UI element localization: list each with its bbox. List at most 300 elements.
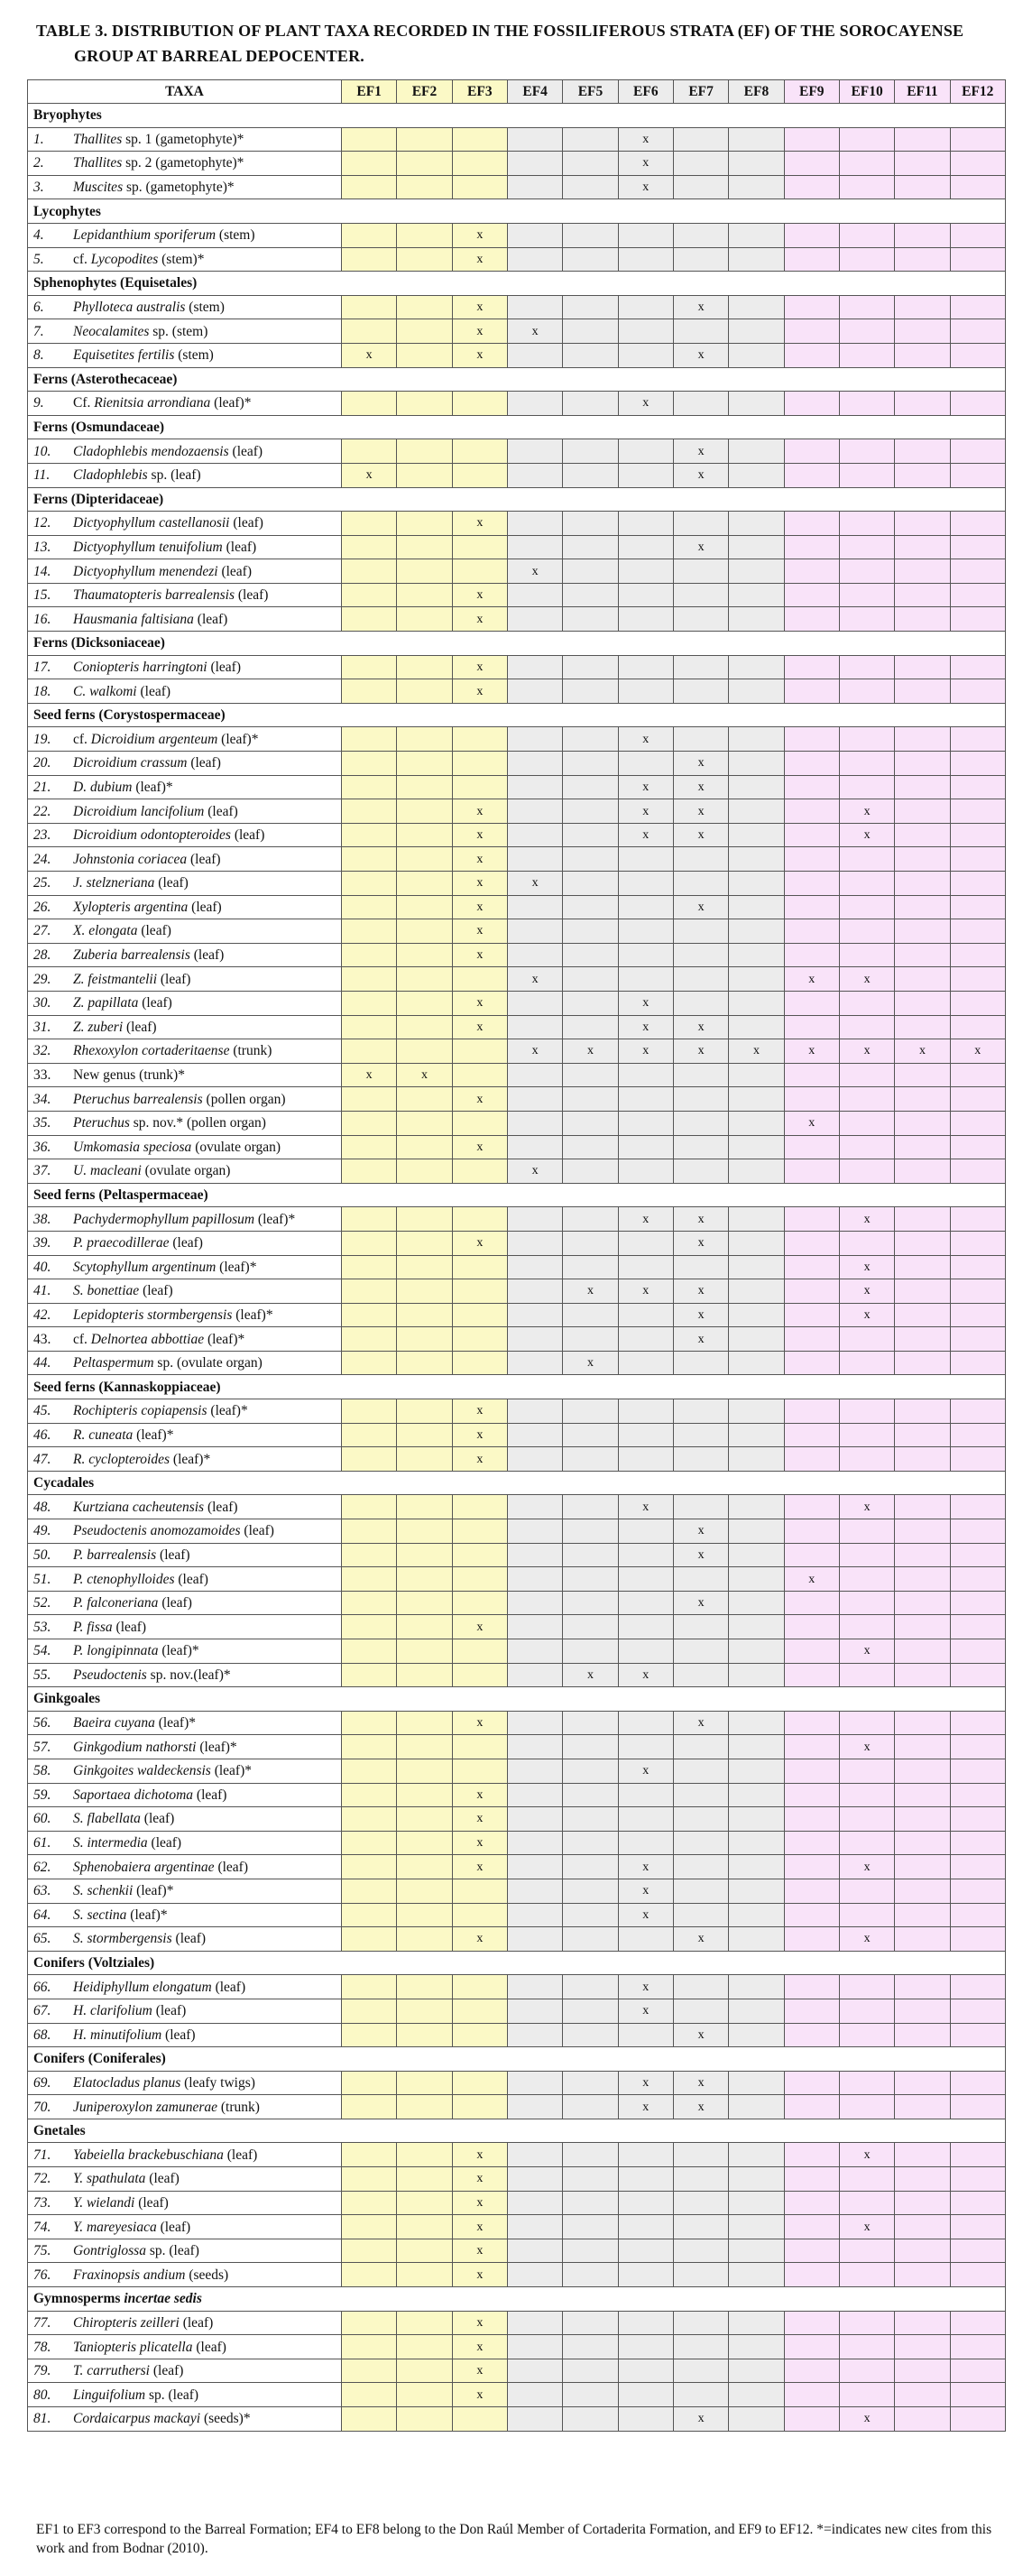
ef7-cell — [673, 2359, 728, 2383]
ef10-cell — [839, 2335, 894, 2359]
ef7-cell — [673, 2311, 728, 2335]
taxon-cell — [28, 1447, 342, 1472]
ef8-cell — [729, 535, 784, 559]
taxon-name: Y. spathulata — [73, 2171, 146, 2187]
ef3-cell — [452, 727, 507, 752]
group-name: Bryophytes — [33, 107, 102, 124]
ef3-cell: x — [452, 872, 507, 896]
ef4-cell — [507, 1207, 562, 1232]
taxon-number: 79. — [33, 2363, 51, 2379]
ef7-cell: x — [673, 1711, 728, 1735]
ef2-cell — [397, 1015, 452, 1039]
group-row — [28, 1471, 1006, 1495]
ef11-cell — [895, 1327, 950, 1352]
taxon-name: Pteruchus — [73, 1115, 130, 1131]
table-row — [28, 1015, 1006, 1039]
ef10-cell — [839, 1903, 894, 1927]
ef9-cell — [784, 2143, 839, 2167]
ef5-cell — [563, 1783, 618, 1807]
ef10-cell — [839, 512, 894, 536]
ef12-cell — [950, 1639, 1005, 1664]
group-name: Seed ferns (Peltaspermaceae) — [33, 1187, 208, 1204]
taxon-number: 45. — [33, 1403, 51, 1419]
ef5-cell — [563, 1423, 618, 1447]
ef1-cell — [342, 1423, 397, 1447]
header-ef6: EF6 — [618, 80, 673, 104]
ef11-cell — [895, 847, 950, 872]
taxon-cell — [28, 2383, 342, 2407]
ef2-cell — [397, 752, 452, 776]
ef3-cell: x — [452, 1399, 507, 1424]
ef11-cell — [895, 2167, 950, 2192]
ef10-cell — [839, 1015, 894, 1039]
ef9-cell — [784, 1351, 839, 1375]
ef10-cell — [839, 343, 894, 367]
ef1-cell — [342, 1735, 397, 1759]
taxon-number: 38. — [33, 1211, 51, 1227]
ef3-cell: x — [452, 1447, 507, 1472]
group-name: Ferns (Dipteridaceae) — [33, 491, 164, 507]
ef1-cell — [342, 175, 397, 199]
ef4-cell — [507, 1495, 562, 1519]
ef3-cell — [452, 559, 507, 584]
ef3-cell: x — [452, 2263, 507, 2287]
ef10-cell — [839, 727, 894, 752]
ef11-cell — [895, 2407, 950, 2432]
taxon-name: H. minutifolium — [73, 2027, 162, 2043]
ef2-cell — [397, 1879, 452, 1903]
ef2-cell — [397, 1783, 452, 1807]
ef3-cell: x — [452, 1231, 507, 1255]
ef2-cell — [397, 1399, 452, 1424]
taxon-number: 53. — [33, 1619, 51, 1635]
ef9-cell — [784, 2359, 839, 2383]
ef6-cell: x — [618, 1039, 673, 1064]
ef8-cell — [729, 127, 784, 152]
taxon-number: 74. — [33, 2219, 51, 2235]
ef1-cell — [342, 2311, 397, 2335]
taxon-cell — [28, 727, 342, 752]
table-row — [28, 319, 1006, 344]
taxon-name: Dictyophyllum menendezi — [73, 563, 218, 579]
ef10-cell: x — [839, 2215, 894, 2239]
ef11-cell — [895, 2263, 950, 2287]
taxon-number: 70. — [33, 2099, 51, 2115]
ef4-cell — [507, 1663, 562, 1687]
table-row — [28, 919, 1006, 944]
taxon-detail: (leaf) — [229, 515, 263, 531]
ef2-cell — [397, 1327, 452, 1352]
ef2-cell — [397, 727, 452, 752]
ef9-cell — [784, 1663, 839, 1687]
ef11-cell — [895, 1783, 950, 1807]
ef1-cell — [342, 2383, 397, 2407]
ef7-cell — [673, 967, 728, 992]
group-row — [28, 199, 1006, 224]
taxon-number: 47. — [33, 1451, 51, 1467]
ef2-cell — [397, 1543, 452, 1567]
ef10-cell — [839, 775, 894, 799]
ef7-cell: x — [673, 1927, 728, 1952]
ef1-cell — [342, 1759, 397, 1783]
ef6-cell: x — [618, 1999, 673, 2023]
taxon-number: 68. — [33, 2027, 51, 2043]
taxon-name: P. falconeriana — [73, 1595, 159, 1611]
taxon-detail: (leaf) — [228, 443, 263, 459]
ef1-cell: x — [342, 343, 397, 367]
ef5-cell — [563, 535, 618, 559]
ef9-cell — [784, 2215, 839, 2239]
taxon-detail: (leaf) — [187, 851, 221, 867]
table-row — [28, 607, 1006, 632]
table-row — [28, 1327, 1006, 1352]
table-row — [28, 1735, 1006, 1759]
ef4-cell — [507, 1759, 562, 1783]
ef7-cell — [673, 1567, 728, 1592]
taxon-detail: (leaf) — [179, 2314, 214, 2331]
taxon-name: Juniperoxylon zamunerae — [73, 2099, 217, 2115]
ef8-cell — [729, 1711, 784, 1735]
ef11-cell — [895, 1447, 950, 1472]
ef1-cell — [342, 1015, 397, 1039]
table-row — [28, 1927, 1006, 1952]
ef6-cell — [618, 847, 673, 872]
ef12-cell — [950, 1279, 1005, 1304]
table-row — [28, 463, 1006, 487]
ef2-cell — [397, 847, 452, 872]
ef5-cell — [563, 559, 618, 584]
taxon-detail: sp. nov.* (pollen organ) — [129, 1115, 266, 1131]
ef7-cell — [673, 1783, 728, 1807]
ef10-cell: x — [839, 1927, 894, 1952]
table-row — [28, 2215, 1006, 2239]
header-ef4: EF4 — [507, 80, 562, 104]
ef10-cell — [839, 439, 894, 464]
ef8-cell — [729, 991, 784, 1015]
taxon-name: T. carruthersi — [73, 2363, 150, 2379]
ef11-cell — [895, 247, 950, 272]
ef8-cell — [729, 439, 784, 464]
ef12-cell — [950, 1759, 1005, 1783]
taxon-detail: (leaf) — [240, 1523, 274, 1539]
ef7-cell — [673, 1351, 728, 1375]
taxon-name: Pseudoctenis — [73, 1667, 147, 1683]
ef3-cell: x — [452, 895, 507, 919]
ef11-cell — [895, 1087, 950, 1112]
ef8-cell — [729, 943, 784, 967]
taxon-detail: sp. (gametophyte)* — [123, 180, 235, 196]
taxon-name: S. sectina — [73, 1907, 127, 1923]
ef8-cell — [729, 967, 784, 992]
taxon-detail: (leaf) — [211, 1979, 246, 1995]
ef10-cell: x — [839, 1255, 894, 1279]
header-ef10: EF10 — [839, 80, 894, 104]
ef7-cell — [673, 127, 728, 152]
ef4-cell: x — [507, 872, 562, 896]
ef7-cell — [673, 1495, 728, 1519]
ef5-cell — [563, 1903, 618, 1927]
ef8-cell — [729, 1399, 784, 1424]
taxon-number: 72. — [33, 2171, 51, 2187]
ef6-cell — [618, 223, 673, 247]
ef7-cell — [673, 175, 728, 199]
ef11-cell — [895, 1639, 950, 1664]
ef8-cell — [729, 2383, 784, 2407]
ef10-cell — [839, 583, 894, 607]
ef8-cell — [729, 2143, 784, 2167]
ef4-cell — [507, 1855, 562, 1879]
taxon-cell — [28, 1207, 342, 1232]
ef10-cell — [839, 895, 894, 919]
header-taxa: TAXA — [28, 80, 342, 104]
ef3-cell — [452, 1351, 507, 1375]
taxon-name: S. bonettiae — [73, 1283, 140, 1299]
ef1-cell — [342, 2167, 397, 2192]
ef10-cell — [839, 679, 894, 704]
table-row — [28, 1567, 1006, 1592]
ef1-cell — [342, 679, 397, 704]
ef12-cell — [950, 1999, 1005, 2023]
taxon-number: 81. — [33, 2411, 51, 2427]
ef4-cell — [507, 2071, 562, 2095]
ef1-cell — [342, 1663, 397, 1687]
ef9-cell — [784, 847, 839, 872]
table-row — [28, 679, 1006, 704]
ef8-cell — [729, 1735, 784, 1759]
taxon-detail: (leaf) — [214, 1859, 248, 1875]
ef8-cell — [729, 1111, 784, 1135]
ef8-cell — [729, 1663, 784, 1687]
ef1-cell — [342, 2263, 397, 2287]
taxon-number: 62. — [33, 1859, 51, 1875]
taxon-name: Coniopteris harringtoni — [73, 659, 207, 675]
ef10-cell — [839, 1591, 894, 1615]
ef12-cell — [950, 2311, 1005, 2335]
ef12-cell — [950, 583, 1005, 607]
ef4-cell — [507, 1135, 562, 1159]
table-row — [28, 343, 1006, 367]
ef9-cell — [784, 1279, 839, 1304]
ef2-cell — [397, 1039, 452, 1064]
taxon-cell — [28, 463, 342, 487]
taxon-cell — [28, 2167, 342, 2192]
ef7-cell — [673, 392, 728, 416]
ef1-cell — [342, 1567, 397, 1592]
taxon-cell — [28, 1831, 342, 1855]
ef12-cell — [950, 1207, 1005, 1232]
taxon-number: 57. — [33, 1739, 51, 1755]
ef8-cell — [729, 295, 784, 319]
ef11-cell — [895, 1159, 950, 1184]
taxon-number: 64. — [33, 1907, 51, 1923]
taxon-cell — [28, 607, 342, 632]
group-name: Conifers (Coniferales) — [33, 2051, 166, 2067]
ef2-cell — [397, 2383, 452, 2407]
taxon-cell — [28, 895, 342, 919]
table-row — [28, 2239, 1006, 2263]
ef2-cell — [397, 1615, 452, 1639]
ef4-cell — [507, 1975, 562, 1999]
taxon-cell — [28, 1567, 342, 1592]
ef8-cell: x — [729, 1039, 784, 1064]
taxon-cell — [28, 775, 342, 799]
ef8-cell — [729, 1591, 784, 1615]
ef11-cell — [895, 1207, 950, 1232]
taxon-cell — [28, 872, 342, 896]
ef5-cell — [563, 895, 618, 919]
table-row — [28, 727, 1006, 752]
ef1-cell — [342, 1135, 397, 1159]
ef3-cell — [452, 392, 507, 416]
ef5-cell: x — [563, 1039, 618, 1064]
ef3-cell — [452, 2095, 507, 2119]
ef2-cell — [397, 559, 452, 584]
ef4-cell — [507, 175, 562, 199]
ef5-cell — [563, 1807, 618, 1832]
taxon-detail: (leaf)* — [232, 1306, 273, 1323]
ef9-cell: x — [784, 967, 839, 992]
taxon-cell — [28, 991, 342, 1015]
taxon-number: 78. — [33, 2339, 51, 2355]
taxon-detail: sp. 1 (gametophyte)* — [122, 131, 244, 147]
ef3-cell — [452, 1879, 507, 1903]
ef5-cell — [563, 919, 618, 944]
ef12-cell — [950, 343, 1005, 367]
ef10-cell — [839, 1807, 894, 1832]
taxon-prefix: Cf. — [73, 395, 95, 411]
ef6-cell — [618, 1735, 673, 1759]
ef3-cell: x — [452, 1711, 507, 1735]
ef9-cell — [784, 872, 839, 896]
ef4-cell — [507, 1831, 562, 1855]
ef4-cell — [507, 895, 562, 919]
ef9-cell — [784, 1783, 839, 1807]
ef12-cell — [950, 1975, 1005, 1999]
ef4-cell — [507, 2095, 562, 2119]
ef9-cell — [784, 2263, 839, 2287]
ef3-cell: x — [452, 1615, 507, 1639]
ef6-cell — [618, 872, 673, 896]
ef7-cell — [673, 1135, 728, 1159]
ef2-cell — [397, 1855, 452, 1879]
taxon-name: Rhexoxylon cortaderitaense — [73, 1043, 230, 1059]
ef11-cell — [895, 463, 950, 487]
ef7-cell — [673, 512, 728, 536]
ef2-cell — [397, 943, 452, 967]
ef11-cell — [895, 991, 950, 1015]
ef6-cell — [618, 1351, 673, 1375]
ef1-cell — [342, 847, 397, 872]
ef1-cell — [342, 2335, 397, 2359]
ef5-cell — [563, 1015, 618, 1039]
taxon-cell — [28, 2311, 342, 2335]
ef9-cell — [784, 1159, 839, 1184]
taxon-cell — [28, 847, 342, 872]
table-row — [28, 2191, 1006, 2215]
ef5-cell — [563, 1495, 618, 1519]
ef10-cell: x — [839, 1639, 894, 1664]
table-row — [28, 175, 1006, 199]
ef11-cell — [895, 127, 950, 152]
ef2-cell — [397, 1975, 452, 1999]
ef8-cell — [729, 1543, 784, 1567]
ef9-cell — [784, 1207, 839, 1232]
table-row — [28, 1495, 1006, 1519]
ef5-cell — [563, 991, 618, 1015]
ef4-cell — [507, 1591, 562, 1615]
taxon-name: R. cyclopteroides — [73, 1451, 170, 1467]
ef6-cell: x — [618, 2095, 673, 2119]
taxon-detail: (leaf)* — [210, 1763, 253, 1779]
ef4-cell — [507, 1255, 562, 1279]
ef5-cell — [563, 2239, 618, 2263]
ef7-cell: x — [673, 1543, 728, 1567]
taxon-detail: (leaf) — [149, 2363, 184, 2379]
ef9-cell — [784, 1327, 839, 1352]
ef2-cell — [397, 1903, 452, 1927]
ef3-cell: x — [452, 2191, 507, 2215]
ef1-cell — [342, 1351, 397, 1375]
ef2-cell — [397, 2215, 452, 2239]
ef5-cell — [563, 1519, 618, 1544]
taxon-detail: (leaf)* — [133, 1883, 174, 1899]
ef1-cell — [342, 223, 397, 247]
ef12-cell — [950, 1111, 1005, 1135]
ef8-cell — [729, 1207, 784, 1232]
ef3-cell: x — [452, 1015, 507, 1039]
taxon-cell — [28, 1975, 342, 1999]
ef7-cell — [673, 319, 728, 344]
taxon-name: J. stelzneriana — [73, 875, 155, 891]
ef12-cell — [950, 1423, 1005, 1447]
ef11-cell — [895, 1903, 950, 1927]
ef5-cell — [563, 967, 618, 992]
taxon-name: Zuberia barrealensis — [73, 947, 190, 964]
ef11-cell — [895, 319, 950, 344]
ef7-cell: x — [673, 1015, 728, 1039]
ef10-cell: x — [839, 2143, 894, 2167]
ef5-cell: x — [563, 1279, 618, 1304]
ef12-cell — [950, 2071, 1005, 2095]
taxon-number: 27. — [33, 923, 51, 939]
ef1-cell — [342, 2071, 397, 2095]
taxon-number: 51. — [33, 1571, 51, 1587]
ef4-cell — [507, 343, 562, 367]
table-row — [28, 1039, 1006, 1064]
ef6-cell — [618, 2311, 673, 2335]
ef4-cell — [507, 2407, 562, 2432]
ef7-cell: x — [673, 1591, 728, 1615]
ef8-cell — [729, 1135, 784, 1159]
ef12-cell — [950, 392, 1005, 416]
ef12-cell — [950, 895, 1005, 919]
ef7-cell — [673, 2167, 728, 2192]
ef8-cell — [729, 1327, 784, 1352]
taxon-detail: (leaf) — [171, 1931, 207, 1947]
ef10-cell: x — [839, 1039, 894, 1064]
taxon-number: 75. — [33, 2243, 51, 2259]
taxon-number: 69. — [33, 2074, 51, 2091]
taxon-name: Lepidanthium sporiferum — [73, 227, 217, 244]
ef6-cell: x — [618, 799, 673, 824]
taxon-cell — [28, 1759, 342, 1783]
table-row — [28, 1591, 1006, 1615]
ef11-cell — [895, 1735, 950, 1759]
ef6-cell: x — [618, 1879, 673, 1903]
ef5-cell — [563, 1999, 618, 2023]
ef2-cell — [397, 2143, 452, 2167]
ef11-cell — [895, 2023, 950, 2047]
